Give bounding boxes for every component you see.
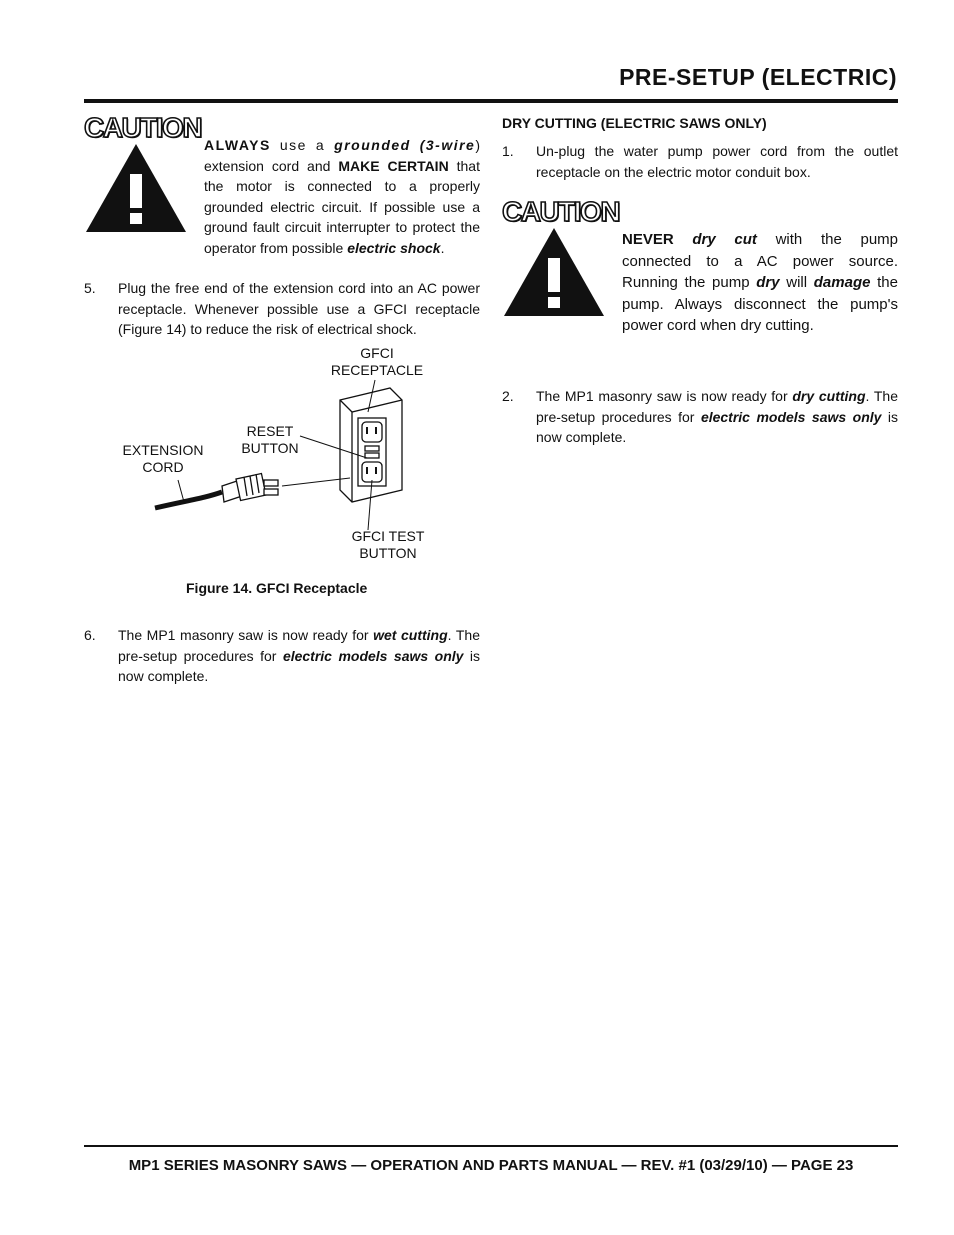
- text-run: electric models saws only: [282, 647, 464, 664]
- text-run: The MP1 masonry saw is now ready for: [536, 388, 793, 404]
- list-item-dry-step1: [502, 141, 898, 182]
- text-run: use a: [270, 137, 335, 153]
- step-text: Un-plug the water pump power cord from the outlet receptacle on the electric motor conduit box.: [536, 143, 898, 180]
- step-number: 1.: [502, 143, 514, 159]
- list-item-step6: [84, 625, 480, 687]
- text-run: the pump. Always disconnect the pump's power cord when dry cutting.: [622, 274, 898, 334]
- figure-label-reset-button: RESET BUTTON: [241, 423, 299, 456]
- text-run: will: [779, 274, 814, 291]
- step-text: Plug the free end of the extension cord into an AC power receptacle. Whenever possible use a GFCI receptacle (Figure 14) to reduce the risk of electrical shock.: [118, 280, 480, 337]
- text-run: is now complete.: [536, 408, 898, 445]
- text-run: The MP1 masonry saw is now ready for: [118, 627, 374, 643]
- text-run: NEVER: [622, 231, 693, 248]
- text-run: MAKE CERTAIN: [338, 157, 449, 174]
- text-run: wet cutting: [373, 627, 448, 643]
- caution-text-left: [204, 135, 480, 258]
- text-run: is now complete.: [118, 647, 480, 684]
- warning-triangle-icon: [502, 226, 606, 318]
- figure-label-extension-cord: EXTENSION CORD: [122, 442, 204, 475]
- text-run: damage: [813, 274, 871, 291]
- step-number: 6.: [84, 627, 96, 643]
- dry-cutting-heading: DRY CUTTING (ELECTRIC SAWS ONLY): [502, 115, 767, 131]
- step-text: [536, 386, 898, 448]
- text-run: with the pump connected to a AC power source. Running the pump: [622, 231, 898, 291]
- caution-heading-left: CAUTION: [84, 112, 202, 143]
- figure-label-gfci-test-button: GFCI TEST BUTTON: [351, 528, 425, 561]
- text-run: grounded (3-wire: [334, 137, 476, 153]
- text-run: dry cutting: [792, 388, 866, 404]
- text-run: electric shock: [347, 239, 441, 256]
- step-number: 2.: [502, 388, 514, 404]
- step-text: [118, 625, 480, 687]
- list-item-dry-step2: [502, 386, 898, 448]
- caution-heading-right: CAUTION: [502, 196, 620, 227]
- text-run: . The pre-setup procedures for: [536, 388, 898, 425]
- header-rule: [84, 99, 898, 103]
- text-run: that the motor is connected to a properly grounded electric circuit. If possible use a ground fault circuit interrupter to protect the operator from possible: [204, 157, 480, 256]
- page-title: PRE-SETUP (ELECTRIC): [619, 64, 897, 90]
- figure-caption: Figure 14. GFCI Receptacle: [186, 580, 368, 596]
- list-item-step5: [84, 278, 480, 340]
- text-run: dry cut: [692, 231, 757, 248]
- text-run: .: [440, 239, 445, 256]
- figure-label-gfci-receptacle: GFCI RECEPTACLE: [330, 345, 424, 378]
- text-run: ALWAYS: [204, 137, 271, 153]
- caution-text-right: [622, 229, 898, 337]
- footer-rule: [84, 1145, 898, 1147]
- text-run: . The pre-setup procedures for: [118, 627, 480, 664]
- step-number: 5.: [84, 280, 96, 296]
- text-run: dry: [756, 274, 780, 291]
- page-footer: MP1 SERIES MASONRY SAWS — OPERATION AND PARTS MANUAL — REV. #1 (03/29/10) — PAGE 23: [128, 1157, 854, 1174]
- text-run: ) extension cord and: [204, 137, 480, 174]
- warning-triangle-icon: [84, 142, 188, 234]
- text-run: electric models saws only: [700, 408, 882, 425]
